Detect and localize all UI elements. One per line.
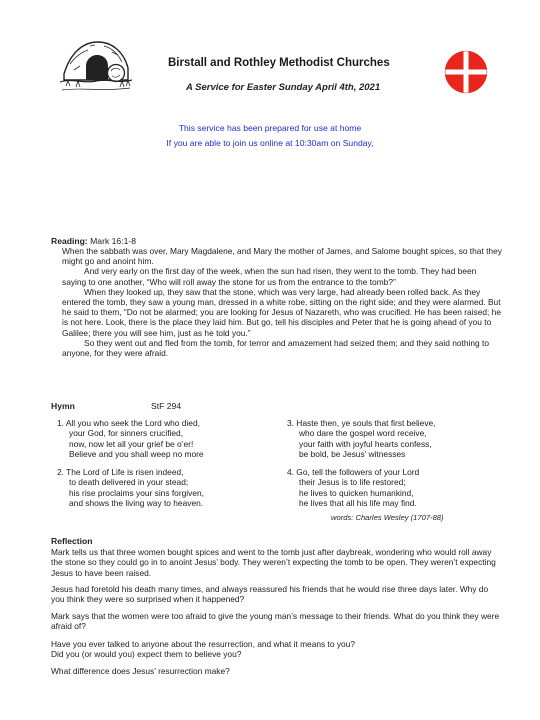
verse-line: he lives that all his life may find. bbox=[299, 498, 417, 509]
verse-line: be bold, be Jesus’ witnesses bbox=[299, 449, 406, 460]
reflection-line: Jesus had foretold his death many times, and always reassured his friends that he would rise three days later. Why do you think they were so surprised when it happened? bbox=[51, 584, 489, 605]
hymn-verse-4 bbox=[287, 467, 419, 509]
hymn-verse-1 bbox=[57, 418, 204, 460]
reading-heading bbox=[51, 236, 136, 246]
verse-line: he lives to quicken humankind, bbox=[299, 487, 414, 498]
reflection-line: Have you ever talked to anyone about the resurrection, and what it means to you? bbox=[51, 639, 356, 649]
reading-paragraph: So they went out and fled from the tomb, for terror and amazement had seized them; and they said nothing to anyone, for they were afraid. bbox=[62, 337, 490, 359]
hymn-verse-3 bbox=[287, 418, 436, 460]
verse-line: who dare the gospel word receive, bbox=[299, 428, 427, 439]
service-note-1: This service has been prepared for use at home bbox=[178, 123, 362, 133]
verse-line: 3. Haste then, ye souls that first believe, bbox=[287, 418, 436, 428]
verse-line: their Jesus is to life restored; bbox=[299, 477, 406, 488]
methodist-cross-icon bbox=[444, 50, 488, 94]
reading-text bbox=[62, 246, 502, 358]
reading-reference: Mark 16:1-8 bbox=[87, 236, 137, 246]
empty-tomb-icon bbox=[60, 34, 132, 96]
reflection-paragraph bbox=[51, 666, 501, 676]
reflection-line: What difference does Jesus’ resurrection make? bbox=[51, 666, 230, 676]
hymn-credit: words: Charles Wesley (1707-88) bbox=[331, 513, 444, 522]
verse-line: to death delivered in your stead; bbox=[69, 477, 189, 488]
hymn-heading: Hymn bbox=[51, 401, 75, 411]
service-note-2: If you are able to join us online at 10:30am on Sunday, bbox=[166, 138, 374, 148]
verse-line: 4. Go, tell the followers of your Lord bbox=[287, 467, 420, 477]
reading-paragraph: When they looked up, they saw that the stone, which was very large, had already been rolled back. As they entered the tomb, they saw a young man, dressed in a white robe, sitting on the right side; and they were alarmed. But he said to them, “Do not be alarmed; you are looking for Jesus of Nazareth, who was crucified. He has been raised; he is not here. Look, there is the place they laid him. But go, tell his disciples and Peter that he is going ahead of you to Galilee; there you will see him, just as he told you.” bbox=[62, 286, 501, 338]
verse-line: now, now let all your grief be o’er! bbox=[69, 438, 194, 449]
verse-line: your faith with joyful hearts confess, bbox=[299, 438, 432, 449]
hymn-reference: StF 294 bbox=[151, 401, 182, 411]
verse-line: his rise proclaims your sins forgiven, bbox=[69, 487, 204, 498]
hymn-verse-2 bbox=[57, 467, 204, 509]
reading-label: Reading: bbox=[51, 236, 88, 246]
reflection-paragraph bbox=[51, 639, 501, 660]
reflection-line: Mark says that the women were too afraid to give the young man’s message to their friends. What do you think they were afraid of? bbox=[51, 611, 500, 632]
reflection-paragraph bbox=[51, 584, 501, 605]
verse-line: 1. All you who seek the Lord who died, bbox=[57, 418, 200, 428]
verse-line: and shows the living way to heaven. bbox=[69, 498, 204, 509]
verse-line: 2. The Lord of Life is risen indeed, bbox=[57, 467, 184, 477]
page-subtitle: A Service for Easter Sunday April 4th, 2021 bbox=[186, 82, 381, 93]
reflection-heading: Reflection bbox=[51, 536, 93, 546]
page-title: Birstall and Rothley Methodist Churches bbox=[168, 57, 390, 69]
reading-paragraph: When the sabbath was over, Mary Magdalene, and Mary the mother of James, and Salome bought spices, so that they might go and anoint him. bbox=[62, 246, 502, 267]
reflection-line: Did you (or would you) expect them to believe you? bbox=[51, 649, 242, 660]
reflection-line: Mark tells us that three women bought spices and went to the tomb just after daybreak, wondering who would roll away the stone so they could go in to anoint Jesus’ body. They weren’t expecting the tomb to be open. They weren’t expecting Jesus to have been raised. bbox=[51, 547, 496, 578]
reflection-paragraph bbox=[51, 611, 501, 632]
reading-paragraph: And very early on the first day of the week, when the sun had risen, they went to the tomb. They had been saying to one another, “Who will roll away the stone for us from the entrance to the tomb?” bbox=[62, 266, 477, 287]
verse-line: Believe and you shall weep no more bbox=[69, 449, 204, 460]
reflection-paragraph bbox=[51, 547, 501, 578]
verse-line: your God, for sinners crucified, bbox=[69, 428, 184, 439]
